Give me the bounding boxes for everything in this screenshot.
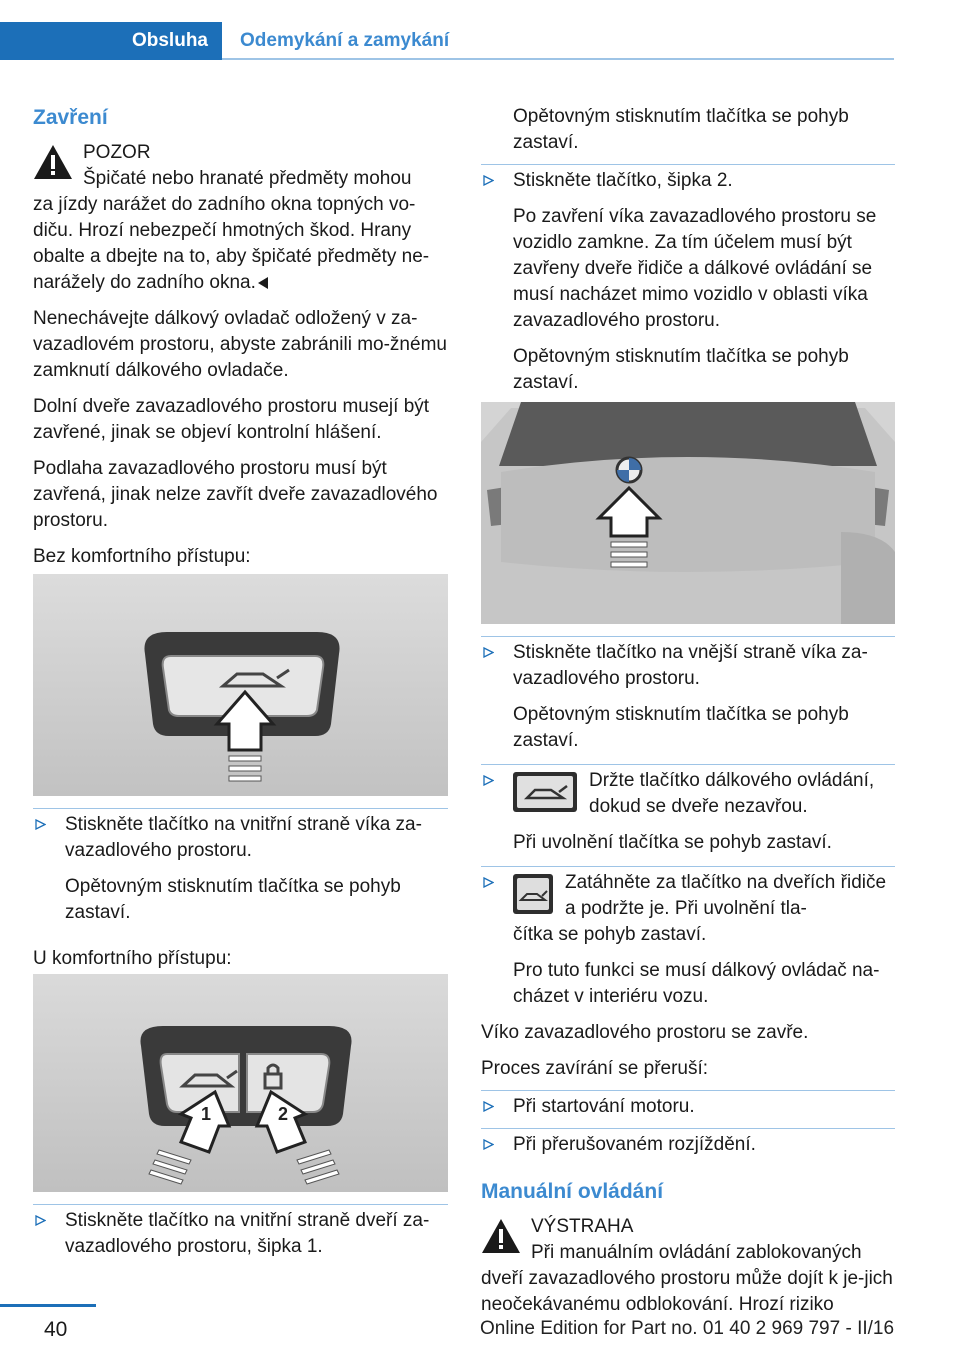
list-item-subtext: Opětovným stisknutím tlačítka se pohyb zastaví.	[513, 704, 849, 751]
bullet-triangle-icon	[35, 1215, 46, 1226]
list-item-text: Stiskněte tlačítko na vnitřní straně dveří za-vazadlového prostoru, šipka 1.	[65, 1210, 430, 1257]
right-column	[481, 104, 895, 396]
list-item	[481, 1094, 895, 1120]
bullet-triangle-icon	[35, 819, 46, 830]
arrow-label-1: 1	[201, 1104, 212, 1124]
list-item	[481, 870, 895, 1010]
paragraph: Proces zavírání se přeruší:	[481, 1058, 709, 1079]
list-item	[33, 812, 448, 926]
page-number-rule	[0, 1304, 96, 1307]
list-item-subtext: Opětovným stisknutím tlačítka se pohyb zastaví.	[513, 346, 849, 393]
bullet-triangle-icon	[483, 1139, 494, 1150]
separator	[481, 866, 895, 867]
list-item-text: Stiskněte tlačítko na vnější straně víka za-vazadlového prostoru.	[513, 642, 868, 689]
page-number: 40	[44, 1318, 68, 1341]
warning-triangle-icon	[481, 1218, 521, 1254]
list-item-subtext: Při uvolnění tlačítka se pohyb zastaví.	[513, 832, 832, 853]
warning-text: za jízdy narážet do zadního okna topných vo-diču. Hrozí nebezpečí hmotných škod. Hrany obalte a dbejte na to, aby špičaté předměty ne-narážely do zadního okna.	[33, 194, 430, 293]
separator	[481, 764, 895, 765]
figure-two-buttons	[33, 974, 448, 1192]
warning-title: VÝSTRAHA	[531, 1216, 634, 1237]
section-heading-zavreni: Zavření	[33, 106, 108, 129]
paragraph: Víko zavazadlového prostoru se zavře.	[481, 1022, 809, 1043]
warning-text-line1: Při manuálním ovládání zablokovaných	[531, 1242, 862, 1263]
list-item	[33, 1208, 448, 1260]
paragraph: Opětovným stisknutím tlačítka se pohyb zastaví.	[513, 106, 849, 153]
list-item-subtext: Po zavření víka zavazadlového prostoru se vozidlo zamkne. Za tím účelem musí být zavřeny dveře řidiče a dálkové ovládání se musí nacházet mimo vozidlo v oblasti víka zavazadlového prostoru.	[513, 206, 877, 331]
list-item-text: Zatáhněte za tlačítko na dveřích řidiče a podržte je. Při uvolnění tla-	[565, 872, 887, 919]
left-column	[33, 104, 448, 570]
list-item-subtext: Pro tuto funkci se musí dálkový ovládač na-cházet v interiéru vozu.	[513, 960, 880, 1007]
list-item	[481, 768, 895, 856]
separator	[481, 1128, 895, 1129]
paragraph: Dolní dveře zavazadlového prostoru musejí být zavřené, jinak se objeví kontrolní hlášení.	[33, 396, 430, 443]
list-item-text: čítka se pohyb zastaví.	[513, 924, 707, 945]
tab-obsluha[interactable]: Obsluha	[0, 22, 222, 60]
list-item-text: Držte tlačítko dálkového ovládání, dokud se dveře nezavřou.	[589, 770, 875, 817]
bullet-triangle-icon	[483, 775, 494, 786]
separator	[481, 164, 895, 165]
left-column-lower	[33, 808, 448, 972]
warning-block	[33, 140, 448, 296]
bullet-triangle-icon	[483, 877, 494, 888]
separator	[481, 636, 895, 637]
bullet-triangle-icon	[483, 1101, 494, 1112]
paragraph: Bez komfortního přístupu:	[33, 546, 251, 567]
separator	[33, 1204, 448, 1205]
remote-trunk-key-icon	[513, 772, 577, 812]
warning-text-line1: Špičaté nebo hranaté předměty mohou	[83, 168, 412, 189]
arrow-label-2: 2	[278, 1104, 289, 1124]
figure-car-rear	[481, 402, 895, 624]
paragraph: Nenechávejte dálkový ovladač odložený v za-vazadlovém prostoru, abyste zabránili mo-žnému zamknutí dálkového ovladače.	[33, 308, 447, 381]
list-item-text: Stiskněte tlačítko na vnitřní straně víka za-vazadlového prostoru.	[65, 814, 422, 861]
paragraph: U komfortního přístupu:	[33, 948, 232, 969]
footer-edition-text: Online Edition for Part no. 01 40 2 969 797 - II/16	[480, 1318, 895, 1339]
list-item	[481, 640, 895, 754]
tab-section-title[interactable]: Odemykání a zamykání	[240, 30, 450, 51]
list-item-text: Při startování motoru.	[513, 1096, 695, 1117]
list-item	[481, 168, 895, 396]
section-heading-manualni-ovladani: Manuální ovládání	[481, 1180, 664, 1203]
list-item	[481, 1132, 895, 1158]
figure-tailgate-button	[33, 574, 448, 796]
end-mark-icon	[258, 277, 268, 289]
bullet-triangle-icon	[483, 647, 494, 658]
list-item-text: Při přerušovaném rozjíždění.	[513, 1134, 756, 1155]
door-trunk-button-icon	[513, 874, 553, 914]
warning-text: dveří zavazadlového prostoru může dojít k je-jich neočekávanému odblokování. Hrozí riziko	[481, 1268, 893, 1315]
bullet-triangle-icon	[483, 175, 494, 186]
warning-triangle-icon	[33, 144, 73, 180]
warning-title: POZOR	[83, 142, 151, 163]
header-divider	[222, 58, 894, 60]
right-column-middle	[481, 636, 895, 1318]
left-column-bottom	[33, 1204, 448, 1260]
paragraph: Podlaha zavazadlového prostoru musí být zavřená, jinak nelze zavřít dveře zavazadlového prostoru.	[33, 458, 438, 531]
list-item-subtext: Opětovným stisknutím tlačítka se pohyb zastaví.	[65, 876, 401, 923]
separator	[33, 808, 448, 809]
warning-block	[481, 1214, 895, 1318]
separator	[481, 1090, 895, 1091]
list-item-text: Stiskněte tlačítko, šipka 2.	[513, 170, 733, 191]
